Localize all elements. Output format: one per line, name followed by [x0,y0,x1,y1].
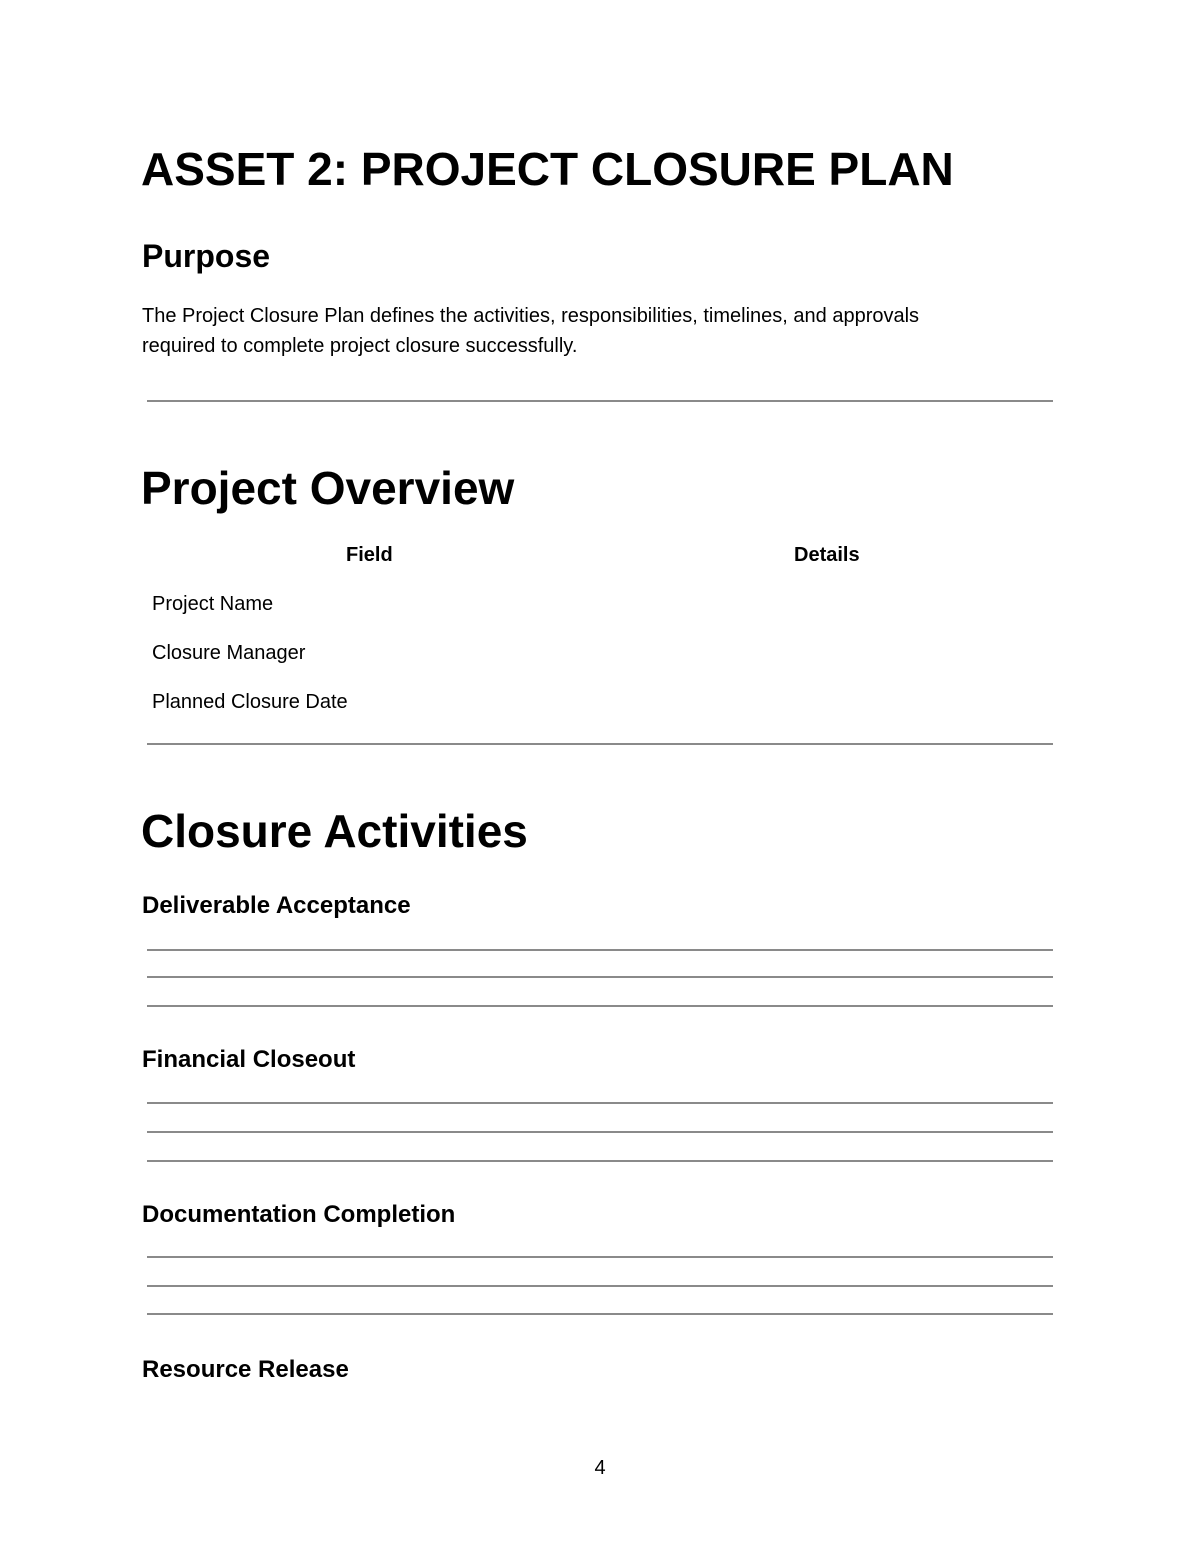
writing-line [147,1313,1053,1315]
purpose-text-line2: required to complete project closure successfully. [142,335,578,357]
writing-line [147,949,1053,951]
writing-line [147,1160,1053,1162]
table-header-details: Details [794,544,860,566]
section-divider [147,400,1053,402]
overview-heading: Project Overview [141,462,515,514]
section-divider [147,743,1053,745]
purpose-text [142,301,1042,361]
writing-line [147,1102,1053,1104]
document-title: ASSET 2: PROJECT CLOSURE PLAN [141,143,954,195]
writing-line [147,1005,1053,1007]
table-row-planned-closure-date: Planned Closure Date [152,691,348,713]
resource-release-heading: Resource Release [142,1356,349,1383]
writing-line [147,976,1053,978]
table-row-project-name: Project Name [152,593,274,615]
purpose-heading: Purpose [142,238,271,274]
page-number: 4 [594,1457,606,1479]
table-header-field: Field [346,544,393,566]
closure-activities-heading: Closure Activities [141,805,528,857]
writing-line [147,1285,1053,1287]
deliverable-acceptance-heading: Deliverable Acceptance [142,892,411,919]
purpose-text-line1: The Project Closure Plan defines the activities, responsibilities, timelines, and approvals [142,305,920,327]
writing-line [147,1256,1053,1258]
writing-line [147,1131,1053,1133]
financial-closeout-heading: Financial Closeout [142,1046,356,1073]
documentation-completion-heading: Documentation Completion [142,1201,456,1228]
table-row-closure-manager: Closure Manager [152,642,306,664]
